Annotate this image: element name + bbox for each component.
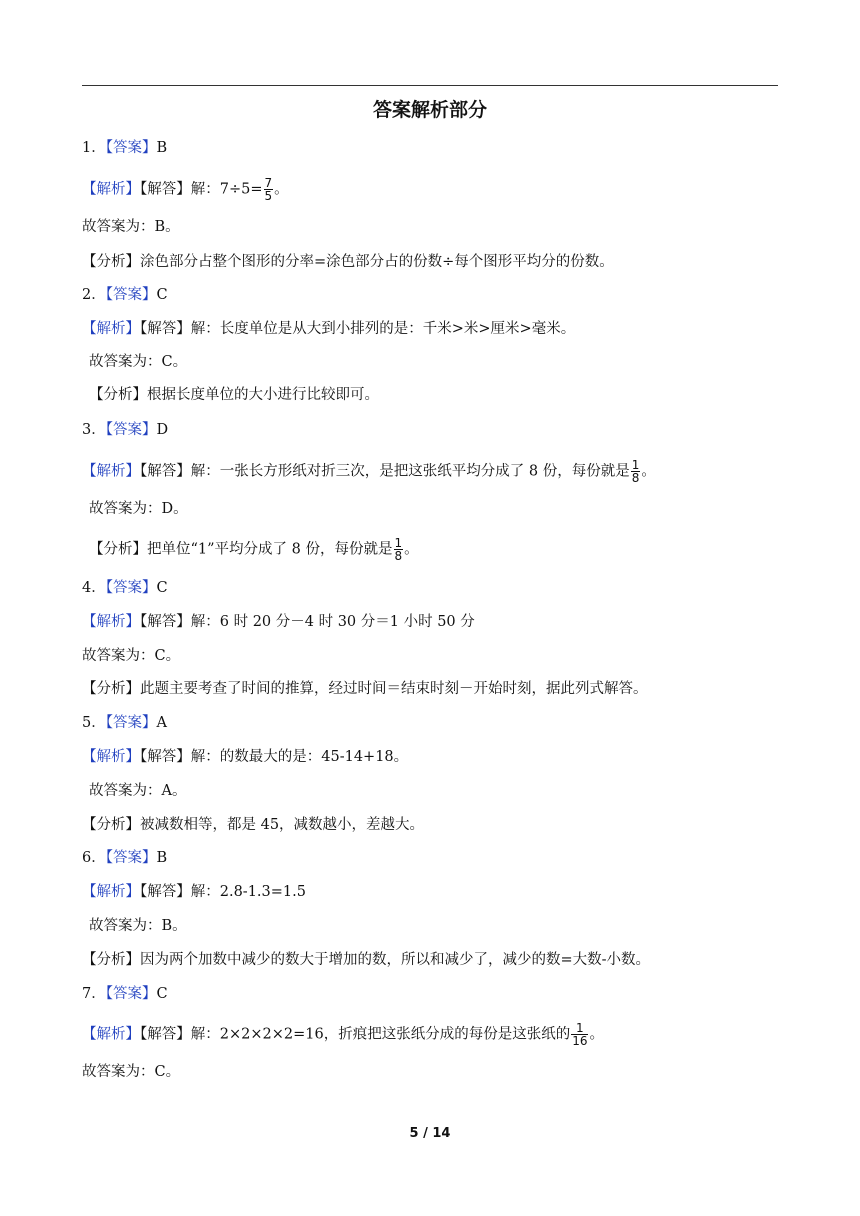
fenxi-tag: 【分析】	[82, 681, 140, 697]
solution-tag: 【解答】	[140, 614, 191, 630]
q2-answer: C	[156, 287, 168, 303]
q7-fraction	[571, 1022, 588, 1047]
fenxi-tag: 【分析】	[82, 952, 140, 968]
q6-fenxi-line	[82, 950, 650, 970]
header-rule	[82, 85, 778, 86]
q1-solution-text: 解：7÷5=	[190, 181, 263, 198]
q7-solution-text: 解：2×2×2×2=16，折痕把这张纸分成的每份是这张纸的	[190, 1026, 571, 1043]
analysis-tag: 【解析】	[82, 463, 140, 480]
q5-answer: A	[156, 715, 167, 731]
q1-fraction	[264, 177, 274, 202]
fenxi-tag: 【分析】	[82, 254, 140, 270]
analysis-tag: 【解析】	[82, 181, 140, 198]
q3-fenxi-fraction	[394, 537, 404, 562]
q6-answer-line	[82, 848, 167, 868]
q6-solution-text: 解：2.8-1.3=1.5	[190, 884, 306, 900]
answer-tag: 【答案】	[105, 986, 157, 1002]
analysis-tag: 【解析】	[82, 749, 140, 765]
solution-tag: 【解答】	[140, 884, 191, 900]
q5-number: 5．	[82, 715, 106, 731]
q2-conclusion: 故答案为：C。	[89, 354, 188, 370]
q1-fenxi-line	[82, 252, 614, 272]
q2-number: 2．	[82, 287, 106, 303]
answer-tag: 【答案】	[105, 287, 157, 303]
q3-conclusion: 故答案为：D。	[89, 501, 188, 517]
q3-fenxi-text: 把单位“1”平均分成了 8 份，每份就是	[147, 541, 393, 558]
solution-tag: 【解答】	[140, 321, 191, 337]
q1-solution-line	[82, 177, 289, 202]
q3-fraction-numerator: 1	[631, 458, 640, 472]
fenxi-tag: 【分析】	[89, 541, 147, 558]
q3-fenxi-fraction-numerator: 1	[394, 536, 403, 550]
q4-answer-line	[82, 578, 168, 598]
answer-tag: 【答案】	[105, 580, 157, 596]
fenxi-tag: 【分析】	[82, 817, 140, 833]
q4-conclusion: 故答案为：C。	[82, 648, 181, 664]
q4-solution-line	[82, 612, 475, 632]
q5-conclusion: 故答案为：A。	[89, 783, 187, 799]
q3-fenxi-end: 。	[404, 541, 419, 558]
q2-solution-line	[82, 319, 575, 339]
q1-answer-line	[82, 138, 167, 158]
q6-solution-line	[82, 882, 306, 902]
q7-number: 7．	[82, 986, 106, 1002]
q4-fenxi-line	[82, 679, 648, 699]
q3-answer-line	[82, 420, 168, 440]
q6-fenxi-text: 因为两个加数中减少的数大于增加的数，所以和减少了，减少的数=大数-小数。	[140, 952, 651, 968]
solution-tag: 【解答】	[140, 463, 191, 480]
q6-conclusion: 故答案为：B。	[89, 918, 187, 934]
q4-number: 4．	[82, 580, 106, 596]
q5-fenxi-line	[82, 815, 424, 835]
page-title: 答案解析部分	[372, 99, 487, 121]
q4-solution-text: 解：6 时 20 分－4 时 30 分＝1 小时 50 分	[190, 614, 475, 630]
q5-fenxi-text: 被减数相等，都是 45，减数越小，差越大。	[140, 817, 425, 833]
fenxi-tag: 【分析】	[89, 387, 147, 403]
answer-tag: 【答案】	[105, 140, 157, 156]
q3-fenxi-fraction-denominator: 8	[394, 549, 403, 563]
q2-answer-line	[82, 285, 168, 305]
analysis-tag: 【解析】	[82, 884, 140, 900]
q7-fraction-numerator: 1	[571, 1022, 588, 1035]
answer-tag: 【答案】	[105, 850, 157, 866]
q1-solution-end: 。	[274, 181, 289, 198]
q7-fraction-denominator: 16	[572, 1034, 588, 1048]
q1-fenxi-text: 涂色部分占整个图形的分率=涂色部分占的份数÷每个图形平均分的份数。	[140, 254, 614, 270]
q5-answer-line	[82, 713, 167, 733]
q6-number: 6．	[82, 850, 106, 866]
q3-fenxi-line	[89, 537, 419, 562]
q2-solution-text: 解：长度单位是从大到小排列的是：千米>米>厘米>毫米。	[190, 321, 576, 337]
q1-answer: B	[156, 140, 168, 156]
q7-conclusion: 故答案为：C。	[82, 1064, 181, 1080]
q1-fraction-denominator: 5	[264, 189, 273, 203]
q1-conclusion: 故答案为：B。	[82, 219, 180, 235]
q2-fenxi-text: 根据长度单位的大小进行比较即可。	[147, 387, 379, 403]
q3-fraction	[631, 459, 641, 484]
q7-answer-line	[82, 984, 168, 1004]
page-number: 5 / 14	[409, 1126, 451, 1141]
q7-solution-end: 。	[589, 1026, 604, 1043]
solution-tag: 【解答】	[140, 749, 191, 765]
q3-solution-end: 。	[641, 463, 656, 480]
q3-solution-text: 解：一张长方形纸对折三次，是把这张纸平均分成了 8 份，每份就是	[190, 463, 630, 480]
q7-solution-line	[82, 1022, 604, 1047]
analysis-tag: 【解析】	[82, 1026, 140, 1043]
q3-answer: D	[156, 422, 169, 438]
analysis-tag: 【解析】	[82, 614, 140, 630]
q5-solution-line	[82, 747, 408, 767]
q1-number: 1．	[82, 140, 106, 156]
q7-answer: C	[156, 986, 168, 1002]
q5-solution-text: 解：的数最大的是：45-14+18。	[190, 749, 409, 765]
q2-fenxi-line	[89, 385, 379, 405]
solution-tag: 【解答】	[140, 181, 191, 198]
q3-number: 3．	[82, 422, 106, 438]
q3-solution-line	[82, 459, 656, 484]
answer-tag: 【答案】	[105, 422, 157, 438]
q3-fraction-denominator: 8	[631, 471, 640, 485]
solution-tag: 【解答】	[140, 1026, 191, 1043]
answer-tag: 【答案】	[105, 715, 157, 731]
analysis-tag: 【解析】	[82, 321, 140, 337]
q4-fenxi-text: 此题主要考查了时间的推算，经过时间＝结束时刻－开始时刻，据此列式解答。	[140, 681, 648, 697]
q1-fraction-numerator: 7	[264, 176, 273, 190]
q6-answer: B	[156, 850, 168, 866]
q4-answer: C	[156, 580, 168, 596]
